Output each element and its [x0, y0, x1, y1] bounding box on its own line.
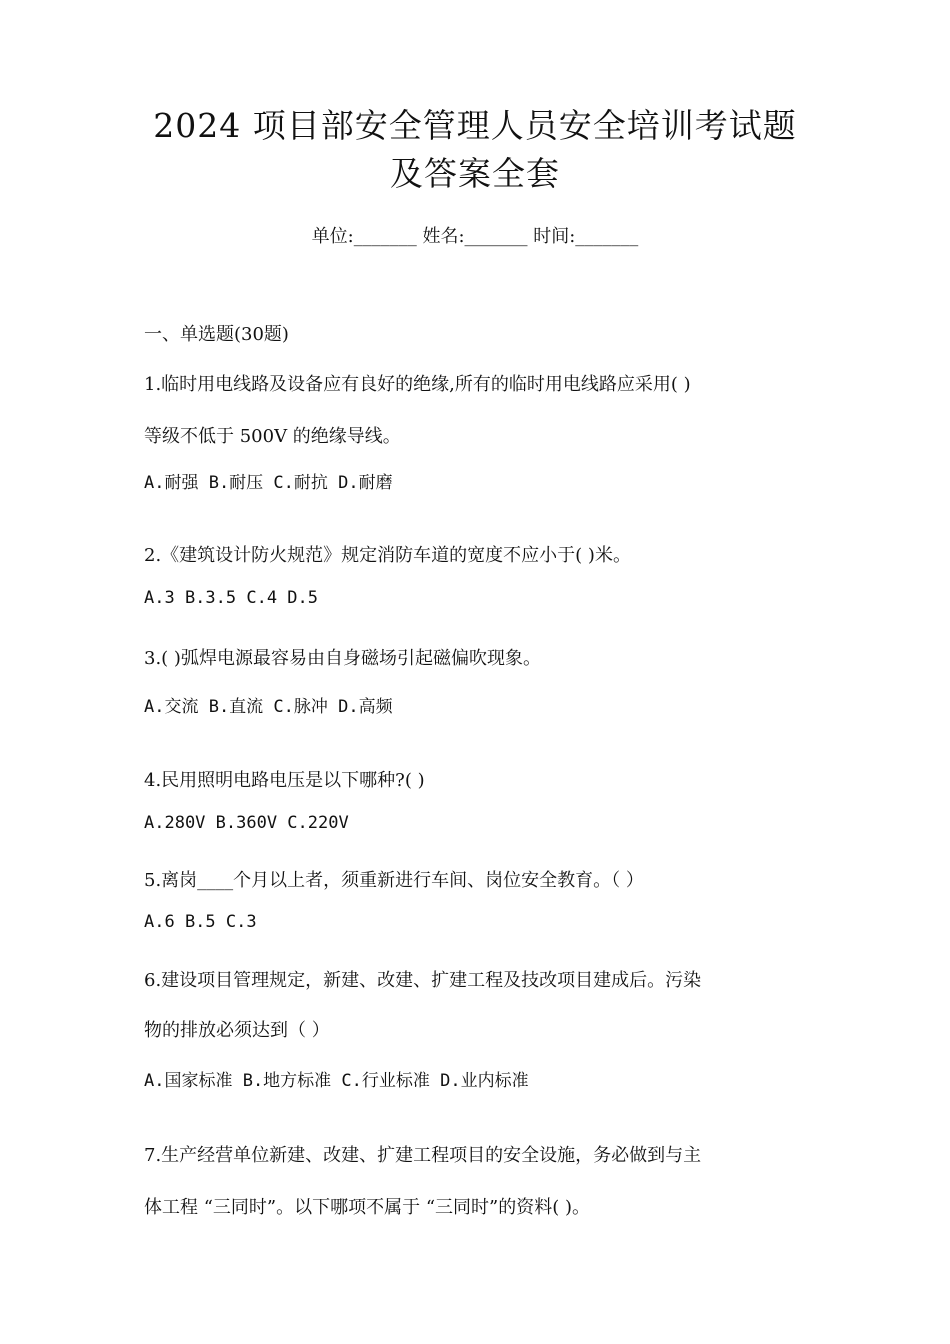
question-6-options: A.国家标准 B.地方标准 C.行业标准 D.业内标准: [144, 1071, 529, 1091]
question-1-text-cont: 等级不低于 500V 的绝缘导线。: [144, 426, 401, 447]
exam-info-fields: 单位:_______ 姓名:_______ 时间:_______: [311, 226, 639, 247]
question-7-text-cont: 体工程 “三同时”。以下哪项不属于 “三同时”的资料( )。: [144, 1197, 591, 1218]
section-heading: 一、单选题(30题): [144, 324, 289, 345]
question-3-text: 3.( )弧焊电源最容易由自身磁场引起磁偏吹现象。: [144, 648, 541, 669]
question-5-options: A.6 B.5 C.3: [144, 912, 257, 932]
question-1-options: A.耐强 B.耐压 C.耐抗 D.耐磨: [144, 473, 393, 493]
document-title-line1: 2024 项目部安全管理人员安全培训考试题: [153, 106, 797, 145]
question-5-text: 5.离岗____个月以上者，须重新进行车间、岗位安全教育。（ ）: [144, 870, 644, 891]
question-6-text: 6.建设项目管理规定，新建、改建、扩建工程及技改项目建成后。污染: [144, 970, 702, 991]
question-4-text: 4.民用照明电路电压是以下哪种?( ): [144, 770, 425, 791]
question-1-text: 1.临时用电线路及设备应有良好的绝缘,所有的临时用电线路应采用( ): [144, 374, 691, 395]
question-6-text-cont: 物的排放必须达到（ ）: [144, 1020, 330, 1041]
document-title-line2: 及答案全套: [390, 154, 560, 193]
question-7-text: 7.生产经营单位新建、改建、扩建工程项目的安全设施，务必做到与主: [144, 1145, 702, 1166]
question-4-options: A.280V B.360V C.220V: [144, 813, 349, 833]
question-2-text: 2.《建筑设计防火规范》规定消防车道的宽度不应小于( )米。: [144, 545, 631, 566]
question-2-options: A.3 B.3.5 C.4 D.5: [144, 588, 318, 608]
question-3-options: A.交流 B.直流 C.脉冲 D.高频: [144, 697, 393, 717]
